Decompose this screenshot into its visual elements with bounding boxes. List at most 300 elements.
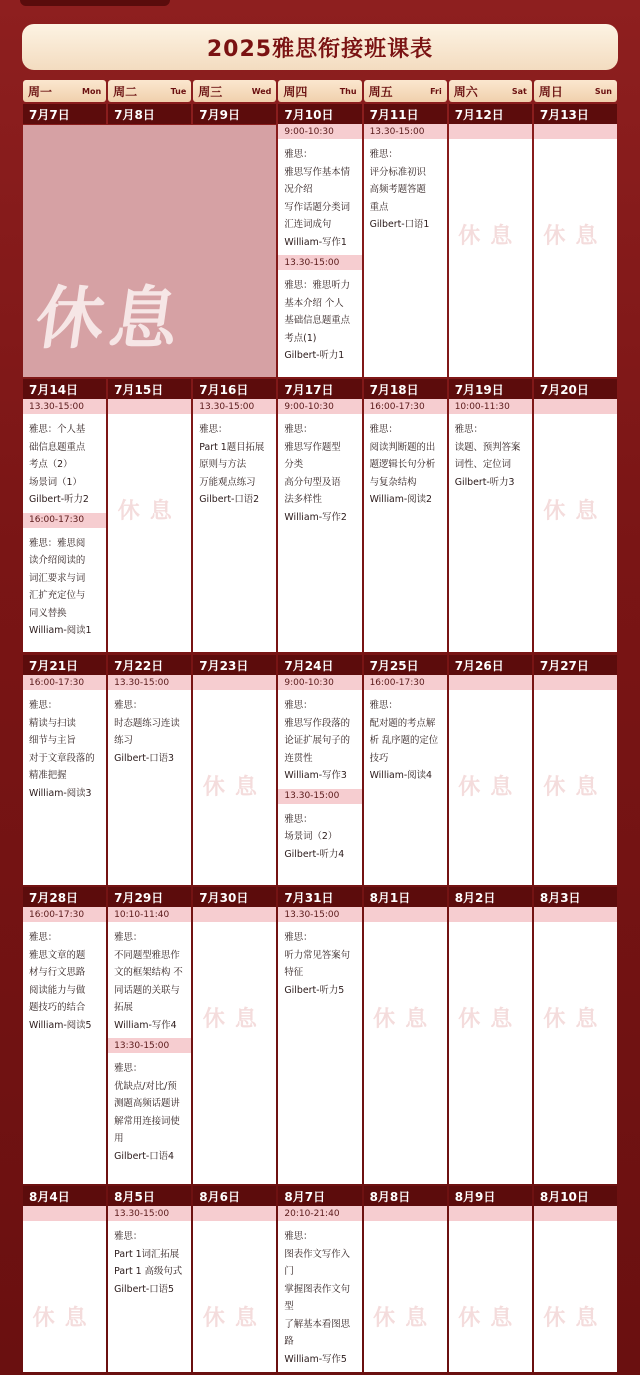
session-line: 雅思： [199,424,228,435]
session-line: 雅思： [284,932,313,943]
rest-label: 休息 [202,775,267,800]
session-line: 雅思： [114,1231,143,1242]
session-line: 优缺点/对比/预 [114,1080,177,1092]
day-body [449,907,532,1184]
day-date: 8月5日 [108,1186,191,1206]
session-content [449,414,532,495]
session-line: 同义替换 [29,607,67,619]
rest-label: 休息 [373,1306,438,1331]
day-date: 7月20日 [534,379,617,399]
session-line: 评分标准初识 [369,166,426,178]
day-body [193,1206,276,1372]
session-line: 雅思：雅思阅 [29,537,86,549]
session-line: 用 [114,1133,124,1144]
rest-label: 休息 [458,775,523,800]
session-line: 高分句型及语 [284,476,341,488]
rest-label: 休息 [202,1306,267,1331]
rest-label: 休息 [202,1007,267,1032]
weekday-en: Fri [430,86,442,96]
day-body [534,675,617,885]
session-line: 万能观点练习 [199,476,256,488]
day-date: 8月2日 [449,887,532,907]
session-line: Part 1词汇拓展 [114,1248,180,1260]
session-time: 10:00-11:30 [449,399,532,414]
weekday-header [23,80,617,102]
session-line: 雅思写作段落的 [284,717,351,729]
session-time: 13.30-15:00 [108,675,191,690]
session-line: 精准把握 [29,770,67,781]
day-cell [193,1186,276,1372]
session-time [193,907,276,922]
day-body [449,399,532,652]
session-line: 况介绍 [284,184,313,195]
rest-label: 休息 [543,1306,608,1331]
session-line: 场景词（2） [284,831,338,842]
day-cell [449,887,532,1184]
session-content [193,414,276,513]
session-content [23,528,106,644]
day-date: 7月13日 [534,104,617,124]
day-cell [364,887,447,1184]
session-line: 与复杂结构 [369,476,417,488]
day-cell [23,655,106,885]
session-line: William-阅读5 [29,1019,92,1031]
session-line: William-写作5 [284,1353,347,1365]
session-line: 雅思： [114,700,143,711]
session-line: 考点(1) [284,332,317,344]
session-line: 词性、定位词 [454,459,511,470]
session-line: 雅思： [284,813,313,825]
day-body [193,675,276,885]
day-date: 7月16日 [193,379,276,399]
session-line: Gilbert-听力4 [284,848,345,860]
session-line: 解常用连接词使 [114,1115,180,1127]
session-content [108,690,191,771]
day-body [108,675,191,885]
session-content [278,1221,361,1372]
session-time: 9:00-10:30 [278,124,361,139]
session-line: 连贯性 [284,752,313,764]
session-line: 场景词（1） [29,476,82,488]
session-line: 雅思： [454,424,483,435]
weekday-cn: 周六 [453,84,478,99]
session-time [449,907,532,922]
session-time: 13.30-15:00 [193,399,276,414]
session-line: Gilbert-听力5 [284,984,345,996]
day-cell [364,379,447,652]
session-line: 雅思写作题型 [284,441,341,453]
session-time: 9:00-10:30 [278,675,361,690]
session-content [108,922,191,1038]
day-date: 7月15日 [108,379,191,399]
day-cell [108,1186,191,1372]
day-date: 8月1日 [364,887,447,907]
day-cell [23,887,106,1184]
day-cell [23,104,106,377]
session-line: 重点 [369,201,389,213]
top-decoration [20,0,170,6]
day-cell [108,887,191,1184]
session-time [193,1206,276,1221]
weekday-en: Mon [81,86,102,96]
day-date: 7月31日 [278,887,361,907]
week-row [23,655,617,885]
session-line: Gilbert-听力2 [29,494,89,505]
session-line: 词汇要求与词 [29,572,86,584]
session-line: 雅思： [369,700,398,711]
session-time [449,1206,532,1221]
session-line: 分类 [284,459,304,470]
session-line: 雅思： [284,424,313,435]
rest-label: 休息 [117,499,182,524]
session-line: William-阅读3 [29,787,92,799]
session-line: 论证扩展句子的 [284,735,351,746]
session-line: 高频考题答题 [369,184,426,195]
weekday-cn: 周四 [283,84,308,99]
session-line: William-写作1 [284,236,347,248]
session-content [278,690,361,789]
session-line: 了解基本看图思路 [284,1318,351,1347]
session-line: 写作话题分类词 [284,201,351,213]
session-line: 考点（2） [29,459,73,470]
session-line: 阅读判断题的出 [369,441,436,453]
day-body [108,124,191,377]
session-time: 16:00-17:30 [364,675,447,690]
day-cell [278,379,361,652]
day-body [23,399,106,652]
day-body [108,1206,191,1372]
session-time: 13.30-15:00 [364,124,447,139]
day-date: 7月21日 [23,655,106,675]
session-line: 对于文章段落的 [29,752,95,764]
day-cell [534,379,617,652]
session-line: 技巧 [369,752,389,764]
rest-label: 休息 [543,499,608,524]
session-line: 基础信息题重点 [284,315,351,326]
session-content [364,690,447,789]
day-date: 8月4日 [23,1186,106,1206]
weekday-cn: 周三 [198,84,223,99]
weekday-thu [278,80,361,102]
day-date: 7月12日 [449,104,532,124]
day-date: 7月29日 [108,887,191,907]
session-line: 阅读能力与做 [29,984,86,996]
day-date: 8月8日 [364,1186,447,1206]
session-line: 细节与主旨 [29,735,76,746]
session-line: 读题、预判答案 [454,441,521,453]
week-row [23,1186,617,1365]
session-time: 16:00-17:30 [23,907,106,922]
day-body [534,1206,617,1372]
session-time [534,399,617,414]
session-content [23,690,106,806]
session-time [23,1206,106,1221]
session-time: 13.30-15:00 [278,907,361,922]
day-cell [193,379,276,652]
session-line: 雅思： [114,1063,143,1074]
session-time: 9:00-10:30 [278,399,361,414]
day-cell [534,1186,617,1372]
session-line: 雅思： [369,149,398,160]
session-time [534,675,617,690]
session-line: 基本介绍 个人 [284,297,344,309]
day-cell [364,655,447,885]
weekday-cn: 周二 [113,84,138,99]
session-content [364,139,447,238]
session-time: 13.30-15:00 [108,1206,191,1221]
day-date: 7月23日 [193,655,276,675]
week-row [23,104,617,377]
session-line: Gilbert-口语3 [114,752,174,764]
session-time [108,399,191,414]
session-line: 雅思文章的题 [29,949,86,961]
day-cell [449,379,532,652]
weekday-cn: 周五 [368,84,393,99]
session-line: 拓展 [114,1002,133,1013]
session-time: 16:00-17:30 [23,513,106,528]
session-content [364,414,447,513]
session-line: 雅思： [29,932,58,943]
day-body [449,1206,532,1372]
day-cell [193,104,276,377]
session-line: Part 1题目拓展 [199,441,265,453]
session-line: William-阅读2 [369,494,433,505]
session-line: William-写作4 [114,1019,177,1031]
day-body [278,124,361,377]
session-time: 20:10-21:40 [278,1206,361,1221]
day-cell [449,655,532,885]
day-cell [108,104,191,377]
session-line: William-阅读1 [29,625,92,636]
session-line: William-写作3 [284,770,347,781]
session-line: 时态题练习连读 [114,717,180,729]
session-line: 读介绍阅读的 [29,555,86,566]
session-line: 测题高频话题讲 [114,1098,180,1109]
session-time: 13.30-15:00 [278,255,361,270]
rest-label: 休息 [32,1306,97,1331]
week-row [23,887,617,1184]
day-cell [278,1186,361,1372]
session-line: 汇扩充定位与 [29,590,86,601]
session-line: 图表作文写作入门 [284,1248,351,1277]
weekday-mon [23,80,106,102]
day-date: 7月27日 [534,655,617,675]
weekday-sat [449,80,532,102]
session-line: 题逻辑长句分析 [369,459,436,470]
day-cell [108,655,191,885]
session-line: William-阅读4 [369,770,433,781]
day-body [364,1206,447,1372]
weekday-en: Wed [251,86,272,96]
day-date: 7月22日 [108,655,191,675]
session-line: 雅思： [369,424,398,435]
day-date: 8月7日 [278,1186,361,1206]
session-time [193,675,276,690]
session-line: Part 1 高级句式 [114,1266,183,1277]
session-time: 16:00-17:30 [23,675,106,690]
session-time [364,1206,447,1221]
session-content [278,270,361,369]
day-body [364,399,447,652]
session-line: 同话题的关联与 [114,984,180,996]
day-date: 7月26日 [449,655,532,675]
session-line: 雅思： [284,700,313,711]
day-body [193,907,276,1184]
day-cell [278,887,361,1184]
session-line: 雅思： [114,932,143,943]
session-content [23,414,106,513]
session-line: 练习 [114,735,133,746]
rest-label: 休息 [458,1306,523,1331]
day-date: 7月10日 [278,104,361,124]
rest-label: 休息 [373,1007,438,1032]
day-cell [278,104,361,377]
day-date: 7月11日 [364,104,447,124]
day-cell [449,104,532,377]
session-line: Gilbert-口语4 [114,1150,174,1162]
day-date: 7月14日 [23,379,106,399]
session-content [278,414,361,530]
session-time [449,675,532,690]
day-body [534,399,617,652]
day-body [449,675,532,885]
session-line: 汇连词成句 [284,219,332,230]
session-content [278,922,361,1003]
day-body [108,399,191,652]
rest-label: 休息 [543,1007,608,1032]
session-time [534,1206,617,1221]
day-body [108,907,191,1184]
session-time: 10:10-11:40 [108,907,191,922]
session-content [278,139,361,255]
weekday-en: Sat [511,86,527,96]
session-line: 雅思写作基本情 [284,166,351,178]
day-cell [278,655,361,885]
session-line: 特征 [284,967,304,978]
day-cell [23,379,106,652]
day-body [23,907,106,1184]
day-cell [193,887,276,1184]
day-body [534,907,617,1184]
session-line: William-写作2 [284,511,347,523]
weekday-tue [108,80,191,102]
weekday-cn: 周一 [28,84,53,99]
session-line: 掌握图表作文句型 [284,1283,351,1312]
session-line: Gilbert-听力3 [454,476,515,488]
session-time [534,907,617,922]
day-body [193,399,276,652]
session-line: 精读与扫读 [29,717,76,729]
session-line: 听力常见答案句 [284,949,351,961]
day-date: 7月9日 [193,104,276,124]
week-row [23,379,617,652]
session-line: 析 乱序题的定位 [369,735,439,746]
session-line: Gilbert-口语1 [369,219,430,230]
day-body [449,124,532,377]
session-line: 原则与方法 [199,459,247,470]
day-body [193,124,276,377]
day-date: 7月19日 [449,379,532,399]
session-content [108,1221,191,1302]
session-time [364,907,447,922]
session-time [534,124,617,139]
day-date: 7月25日 [364,655,447,675]
day-body [23,675,106,885]
page-title: 2025雅思衔接班课表 [22,24,618,70]
day-date: 8月9日 [449,1186,532,1206]
session-content [23,922,106,1038]
session-time [449,124,532,139]
day-body [278,907,361,1184]
weekday-en: Thu [339,86,357,96]
day-date: 7月17日 [278,379,361,399]
session-line: 础信息题重点 [29,441,86,453]
session-line: 不同题型雅思作 [114,949,180,961]
weekday-cn: 周日 [538,84,563,99]
day-body [364,675,447,885]
day-body [23,1206,106,1372]
day-body [534,124,617,377]
day-cell [534,104,617,377]
day-body [23,124,106,377]
day-body [364,907,447,1184]
weekday-sun [534,80,617,102]
day-body [278,675,361,885]
day-cell [108,379,191,652]
session-content [278,804,361,868]
session-line: 雅思： [284,1231,313,1242]
session-line: 雅思： [29,700,58,711]
rest-label: 休息 [458,224,523,249]
day-cell [193,655,276,885]
day-date: 7月18日 [364,379,447,399]
weekday-en: Tue [170,86,187,96]
session-time: 16:00-17:30 [364,399,447,414]
session-line: 雅思： [284,149,313,160]
session-line: Gilbert-口语2 [199,494,260,505]
session-content [108,1053,191,1169]
weekday-en: Sun [594,86,612,96]
session-time: 13:30-15:00 [108,1038,191,1053]
session-line: 配对题的考点解 [369,717,436,729]
day-cell [449,1186,532,1372]
rest-label: 休息 [543,775,608,800]
rest-label: 休息 [543,224,608,249]
session-time: 13.30-15:00 [23,399,106,414]
rest-label-large: 休息 [30,280,190,359]
day-date: 8月10日 [534,1186,617,1206]
day-date: 7月24日 [278,655,361,675]
day-body [278,399,361,652]
rest-label: 休息 [458,1007,523,1032]
day-date: 8月6日 [193,1186,276,1206]
session-line: 题技巧的结合 [29,1002,86,1013]
weekday-fri [364,80,447,102]
session-line: Gilbert-口语5 [114,1283,174,1295]
session-line: Gilbert-听力1 [284,350,345,361]
day-cell [534,655,617,885]
session-line: 材与行文思路 [29,967,86,978]
session-line: 雅思：雅思听力 [284,280,351,291]
day-cell [364,1186,447,1372]
session-line: 文的框架结构 不 [114,967,183,978]
day-cell [534,887,617,1184]
day-date: 7月7日 [23,104,106,124]
session-line: 雅思：个人基 [29,424,86,435]
session-line: 法多样性 [284,494,322,505]
day-cell [364,104,447,377]
day-date: 8月3日 [534,887,617,907]
